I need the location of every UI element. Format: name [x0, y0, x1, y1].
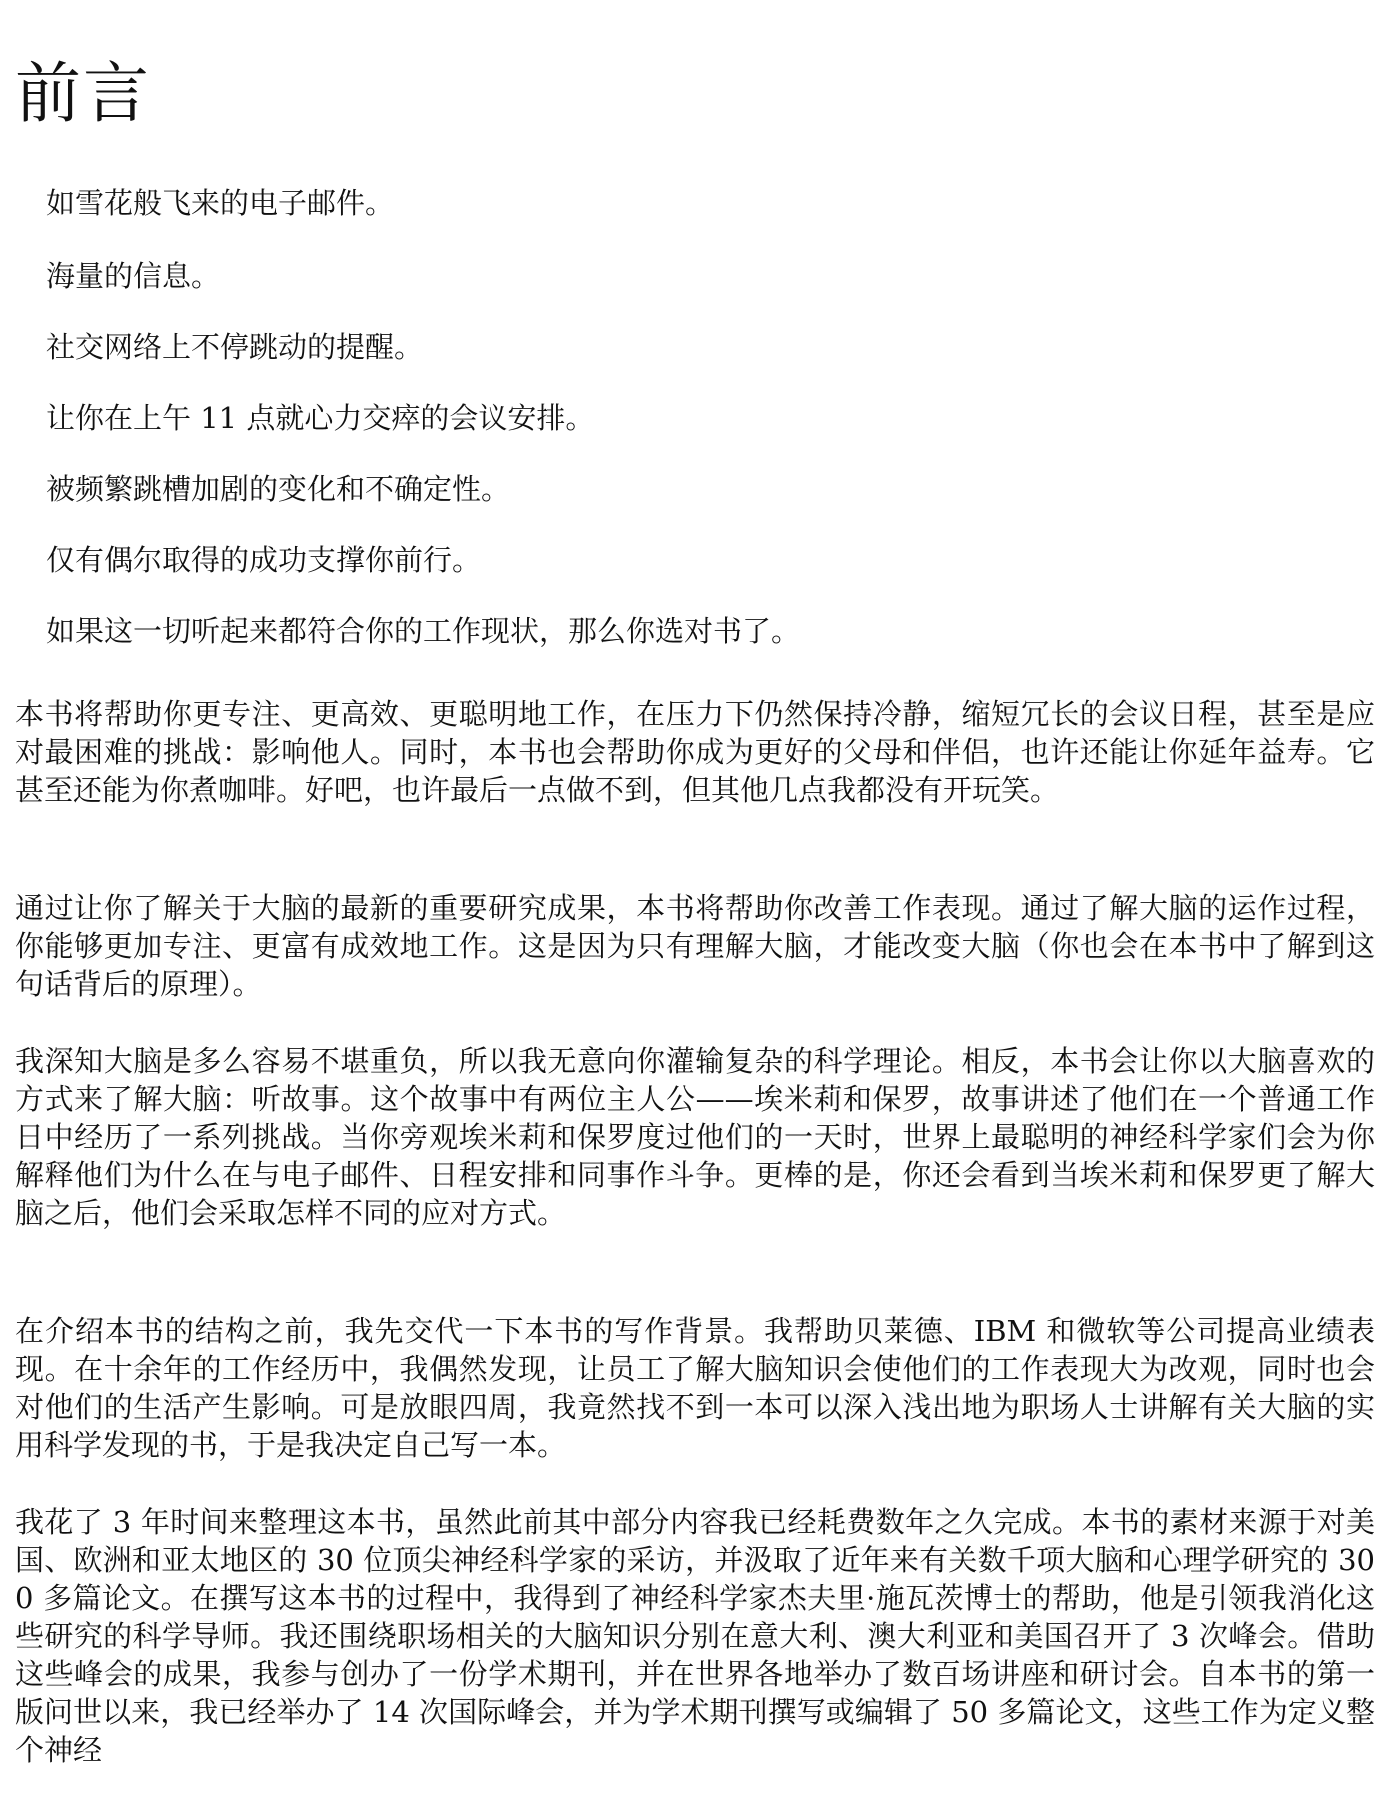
page-title: 前言 [15, 55, 151, 132]
intro-line: 海量的信息。 [46, 259, 221, 293]
intro-line: 让你在上午 11 点就心力交瘁的会议安排。 [46, 401, 595, 435]
intro-line: 如雪花般飞来的电子邮件。 [46, 186, 395, 220]
body-paragraph: 我深知大脑是多么容易不堪重负，所以我无意向你灌输复杂的科学理论。相反，本书会让你以大脑喜欢的方式来了解大脑：听故事。这个故事中有两位主人公——埃米莉和保罗，故事讲述了他们在一个普通工作日中经历了一系列挑战。当你旁观埃米莉和保罗度过他们的一天时，世界上最聪明的神经科学家们会为你解释他们为什么在与电子邮件、日程安排和同事作斗争。更棒的是，你还会看到当埃米莉和保罗更了解大脑之后，他们会采取怎样不同的应对方式。 [15, 1044, 1375, 1230]
body-paragraph: 通过让你了解关于大脑的最新的重要研究成果，本书将帮助你改善工作表现。通过了解大脑的运作过程，你能够更加专注、更富有成效地工作。这是因为只有理解大脑，才能改变大脑（你也会在本书中了解到这句话背后的原理）。 [15, 891, 1375, 1001]
body-paragraph: 本书将帮助你更专注、更高效、更聪明地工作，在压力下仍然保持冷静，缩短冗长的会议日程，甚至是应对最困难的挑战：影响他人。同时，本书也会帮助你成为更好的父母和伴侣，也许还能让你延年益寿。它甚至还能为你煮咖啡。好吧，也许最后一点做不到，但其他几点我都没有开玩笑。 [15, 697, 1375, 807]
body-paragraph: 在介绍本书的结构之前，我先交代一下本书的写作背景。我帮助贝莱德、IBM 和微软等公司提高业绩表现。在十余年的工作经历中，我偶然发现，让员工了解大脑知识会使他们的工作表现大为改观，同时也会对他们的生活产生影响。可是放眼四周，我竟然找不到一本可以深入浅出地为职场人士讲解有关大脑的实用科学发现的书，于是我决定自己写一本。 [15, 1314, 1375, 1462]
body-paragraph: 我花了 3 年时间来整理这本书，虽然此前其中部分内容我已经耗费数年之久完成。本书的素材来源于对美国、欧洲和亚太地区的 30 位顶尖神经科学家的采访，并汲取了近年来有关数千项大脑和心理学研究的 300 多篇论文。在撰写这本书的过程中，我得到了神经科学家杰夫里·施瓦茨博士的帮助，他是引领我消化这些研究的科学导师。我还围绕职场相关的大脑知识分别在意大利、澳大利亚和美国召开了 3 次峰会。借助这些峰会的成果，我参与创办了一份学术期刊，并在世界各地举办了数百场讲座和研讨会。自本书的第一版问世以来，我已经举办了 14 次国际峰会，并为学术期刊撰写或编辑了 50 多篇论文，这些工作为定义整个神经 [15, 1505, 1375, 1767]
intro-line: 社交网络上不停跳动的提醒。 [46, 330, 424, 364]
intro-line: 仅有偶尔取得的成功支撑你前行。 [46, 543, 482, 577]
intro-line: 被频繁跳槽加剧的变化和不确定性。 [46, 472, 511, 506]
intro-line: 如果这一切听起来都符合你的工作现状，那么你选对书了。 [46, 614, 801, 648]
